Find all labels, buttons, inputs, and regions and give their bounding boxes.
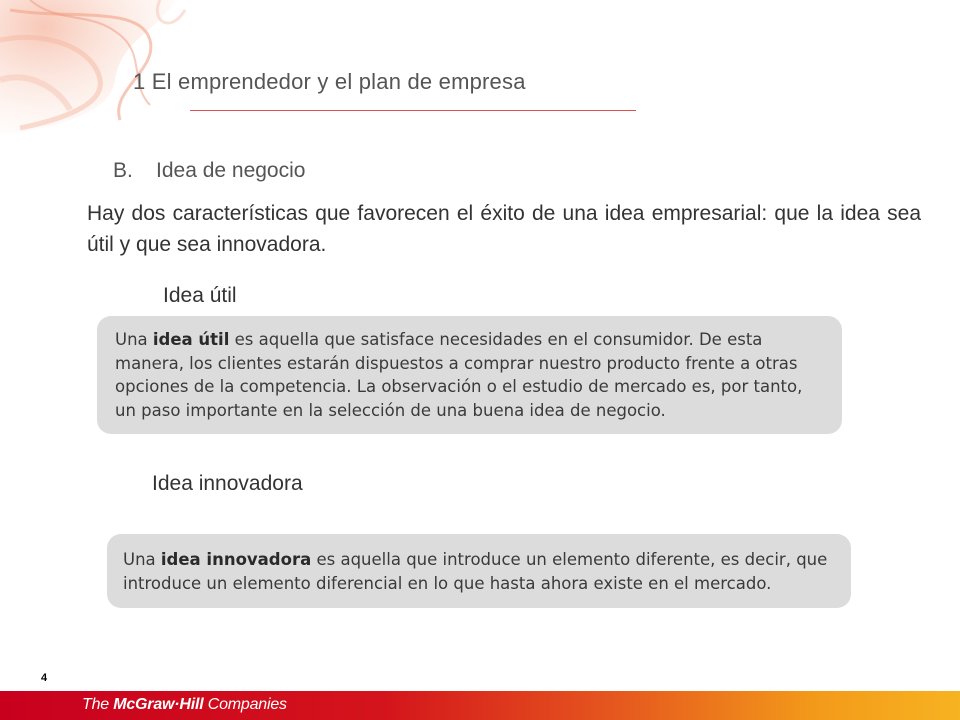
definition-text: es aquella que satisface necesidades en el consumidor. De esta manera, los clientes estarán dispuestos a comprar nuestro producto frente a otras opciones de la competencia. La observación o el estudio de mercado es, por tanto, un paso importante en la selección de una buena idea de negocio.	[115, 330, 803, 420]
title-underline	[190, 110, 636, 111]
logo-the: The	[82, 696, 114, 713]
publisher-logo	[82, 696, 287, 714]
slide-title: 1 El emprendedor y el plan de empresa	[133, 69, 526, 94]
definition-prefix: Una	[123, 550, 161, 569]
definition-box-idea-util	[97, 316, 842, 434]
definition-box-idea-innovadora	[107, 534, 851, 608]
definition-term: idea innovadora	[160, 550, 312, 569]
subheading-idea-innovadora: Idea innovadora	[152, 472, 303, 495]
definition-term: idea útil	[152, 330, 230, 349]
section-heading-text: Idea de negocio	[156, 159, 306, 182]
section-marker: B.	[113, 159, 133, 182]
intro-paragraph: Hay dos características que favorecen el éxito de una idea empresarial: que la idea sea útil y que sea innovadora.	[87, 202, 921, 256]
subheading-idea-util: Idea útil	[163, 284, 237, 307]
logo-name: McGraw·Hill	[113, 696, 204, 713]
page-number: 4	[41, 672, 48, 684]
section-heading	[113, 159, 305, 183]
logo-suffix: Companies	[203, 696, 287, 713]
footer-bar	[0, 691, 960, 720]
definition-prefix: Una	[115, 330, 153, 349]
definition-text: es aquella que introduce un elemento diferente, es decir, que introduce un elemento diferencial en lo que hasta ahora existe en el mercado.	[123, 550, 828, 593]
